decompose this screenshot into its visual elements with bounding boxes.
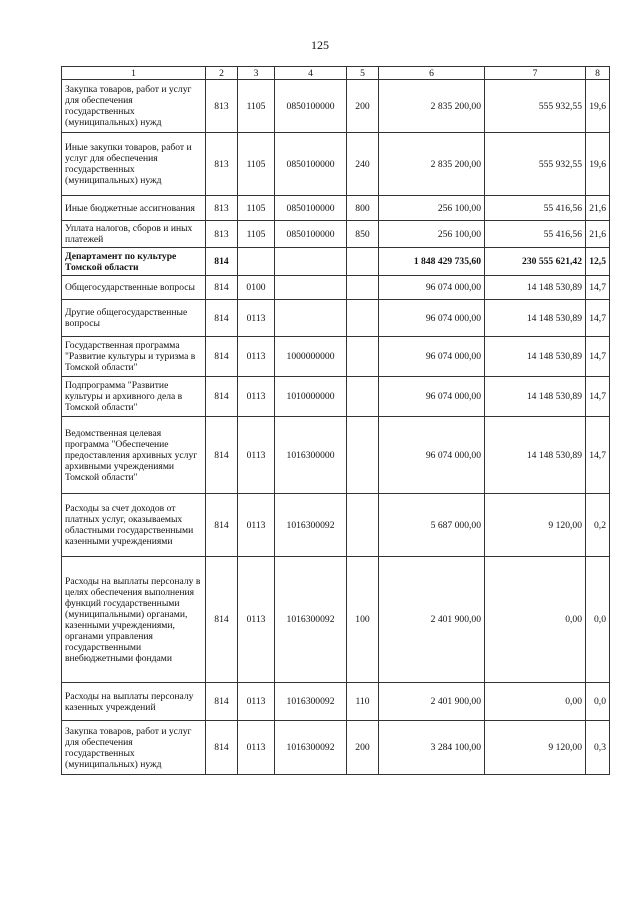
table-row — [62, 557, 610, 683]
header-col-7: 7 — [485, 67, 586, 80]
row-col-5-cell: 800 — [347, 196, 379, 221]
row-col-7-cell: 555 932,55 — [485, 133, 586, 196]
row-col-4-cell: 1016300092 — [275, 557, 347, 683]
row-col-8-cell: 19,6 — [586, 80, 610, 133]
row-col-8-cell: 21,6 — [586, 196, 610, 221]
row-col-6-cell: 1 848 429 735,60 — [379, 248, 485, 276]
row-col-2-cell: 813 — [206, 80, 238, 133]
row-col-8-cell: 14,7 — [586, 377, 610, 417]
row-col-6-cell: 2 835 200,00 — [379, 133, 485, 196]
row-col-6-cell: 2 835 200,00 — [379, 80, 485, 133]
table-row — [62, 337, 610, 377]
row-col-2-cell: 814 — [206, 337, 238, 377]
row-col-7-cell: 0,00 — [485, 557, 586, 683]
row-col-7-cell: 55 416,56 — [485, 221, 586, 248]
row-col-4-cell — [275, 276, 347, 300]
row-col-2-cell: 814 — [206, 377, 238, 417]
row-col-3-cell — [238, 248, 275, 276]
row-col-6-cell: 3 284 100,00 — [379, 721, 485, 775]
row-col-7-cell: 14 148 530,89 — [485, 337, 586, 377]
row-col-7-cell: 230 555 621,42 — [485, 248, 586, 276]
row-col-4-cell: 0850100000 — [275, 221, 347, 248]
row-col-7-cell: 555 932,55 — [485, 80, 586, 133]
row-col-3-cell: 0113 — [238, 557, 275, 683]
row-col-6-cell: 96 074 000,00 — [379, 300, 485, 337]
table-row — [62, 417, 610, 494]
row-col-2-cell: 814 — [206, 494, 238, 557]
row-col-2-cell: 814 — [206, 683, 238, 721]
row-col-4-cell: 1000000000 — [275, 337, 347, 377]
row-col-5-cell: 850 — [347, 221, 379, 248]
row-col-6-cell: 96 074 000,00 — [379, 377, 485, 417]
row-col-6-cell: 96 074 000,00 — [379, 276, 485, 300]
row-name-cell: Расходы за счет доходов от платных услуг, оказываемых областными государственными казенными учреждениями — [62, 494, 206, 557]
row-col-4-cell: 1016300092 — [275, 721, 347, 775]
row-col-6-cell: 2 401 900,00 — [379, 557, 485, 683]
row-col-8-cell: 19,6 — [586, 133, 610, 196]
row-col-5-cell — [347, 276, 379, 300]
row-col-4-cell — [275, 300, 347, 337]
row-col-2-cell: 813 — [206, 221, 238, 248]
row-col-5-cell: 200 — [347, 721, 379, 775]
row-col-8-cell: 0,0 — [586, 557, 610, 683]
row-name-cell: Государственная программа "Развитие культуры и туризма в Томской области" — [62, 337, 206, 377]
row-col-3-cell: 0113 — [238, 377, 275, 417]
header-col-2: 2 — [206, 67, 238, 80]
row-col-4-cell: 1016300000 — [275, 417, 347, 494]
row-col-3-cell: 0113 — [238, 337, 275, 377]
row-col-3-cell: 1105 — [238, 196, 275, 221]
row-col-2-cell: 814 — [206, 557, 238, 683]
row-col-3-cell: 0113 — [238, 300, 275, 337]
table-row — [62, 276, 610, 300]
row-col-4-cell: 0850100000 — [275, 133, 347, 196]
table-row — [62, 196, 610, 221]
row-col-7-cell: 14 148 530,89 — [485, 276, 586, 300]
row-col-5-cell — [347, 300, 379, 337]
row-col-5-cell: 240 — [347, 133, 379, 196]
header-row — [62, 67, 610, 80]
row-name-cell: Закупка товаров, работ и услуг для обеспечения государственных (муниципальных) нужд — [62, 80, 206, 133]
header-col-3: 3 — [238, 67, 275, 80]
table-row — [62, 221, 610, 248]
row-col-2-cell: 814 — [206, 248, 238, 276]
row-col-7-cell: 55 416,56 — [485, 196, 586, 221]
row-col-6-cell: 256 100,00 — [379, 196, 485, 221]
row-col-5-cell — [347, 337, 379, 377]
header-col-8: 8 — [586, 67, 610, 80]
header-col-1: 1 — [62, 67, 206, 80]
row-name-cell: Департамент по культуре Томской области — [62, 248, 206, 276]
table-row — [62, 300, 610, 337]
row-col-2-cell: 813 — [206, 196, 238, 221]
header-col-4: 4 — [275, 67, 347, 80]
row-col-3-cell: 0113 — [238, 417, 275, 494]
row-col-6-cell: 96 074 000,00 — [379, 417, 485, 494]
row-col-8-cell: 14,7 — [586, 276, 610, 300]
table-row — [62, 494, 610, 557]
budget-table — [61, 66, 610, 775]
row-col-2-cell: 814 — [206, 276, 238, 300]
table-row — [62, 377, 610, 417]
row-col-3-cell: 0113 — [238, 683, 275, 721]
row-name-cell: Иные бюджетные ассигнования — [62, 196, 206, 221]
table-body — [62, 80, 610, 775]
header-col-5: 5 — [347, 67, 379, 80]
row-name-cell: Уплата налогов, сборов и иных платежей — [62, 221, 206, 248]
row-col-3-cell: 0113 — [238, 721, 275, 775]
row-name-cell: Ведомственная целевая программа "Обеспечение предоставления архивных услуг архивными учреждениями Томской области" — [62, 417, 206, 494]
page-number: 125 — [311, 38, 329, 52]
row-col-8-cell: 14,7 — [586, 300, 610, 337]
row-name-cell: Подпрограмма "Развитие культуры и архивного дела в Томской области" — [62, 377, 206, 417]
row-col-4-cell: 0850100000 — [275, 80, 347, 133]
row-col-6-cell: 2 401 900,00 — [379, 683, 485, 721]
header-col-6: 6 — [379, 67, 485, 80]
row-col-5-cell — [347, 248, 379, 276]
row-col-3-cell: 1105 — [238, 221, 275, 248]
row-col-5-cell — [347, 494, 379, 557]
row-name-cell: Общегосударственные вопросы — [62, 276, 206, 300]
row-col-5-cell: 110 — [347, 683, 379, 721]
row-col-8-cell: 0,3 — [586, 721, 610, 775]
table-row — [62, 248, 610, 276]
row-name-cell: Другие общегосударственные вопросы — [62, 300, 206, 337]
row-col-2-cell: 813 — [206, 133, 238, 196]
row-col-7-cell: 9 120,00 — [485, 721, 586, 775]
row-col-8-cell: 14,7 — [586, 337, 610, 377]
row-col-3-cell: 0100 — [238, 276, 275, 300]
row-col-8-cell: 21,6 — [586, 221, 610, 248]
row-col-5-cell: 100 — [347, 557, 379, 683]
row-col-6-cell: 5 687 000,00 — [379, 494, 485, 557]
table-row — [62, 80, 610, 133]
row-col-7-cell: 9 120,00 — [485, 494, 586, 557]
row-col-8-cell: 0,0 — [586, 683, 610, 721]
table-row — [62, 133, 610, 196]
row-col-3-cell: 0113 — [238, 494, 275, 557]
row-col-5-cell — [347, 377, 379, 417]
row-col-4-cell: 1016300092 — [275, 494, 347, 557]
row-col-3-cell: 1105 — [238, 80, 275, 133]
row-name-cell: Расходы на выплаты персоналу казенных учреждений — [62, 683, 206, 721]
row-col-7-cell: 14 148 530,89 — [485, 377, 586, 417]
row-col-2-cell: 814 — [206, 300, 238, 337]
row-col-3-cell: 1105 — [238, 133, 275, 196]
row-col-6-cell: 96 074 000,00 — [379, 337, 485, 377]
row-name-cell: Закупка товаров, работ и услуг для обеспечения государственных (муниципальных) нужд — [62, 721, 206, 775]
row-col-6-cell: 256 100,00 — [379, 221, 485, 248]
table-row — [62, 721, 610, 775]
row-col-4-cell: 0850100000 — [275, 196, 347, 221]
row-col-7-cell: 14 148 530,89 — [485, 417, 586, 494]
row-col-4-cell: 1016300092 — [275, 683, 347, 721]
row-col-7-cell: 14 148 530,89 — [485, 300, 586, 337]
row-col-5-cell — [347, 417, 379, 494]
row-col-8-cell: 0,2 — [586, 494, 610, 557]
row-name-cell: Иные закупки товаров, работ и услуг для обеспечения государственных (муниципальных) нужд — [62, 133, 206, 196]
row-col-7-cell: 0,00 — [485, 683, 586, 721]
row-col-5-cell: 200 — [347, 80, 379, 133]
row-col-2-cell: 814 — [206, 417, 238, 494]
row-name-cell: Расходы на выплаты персоналу в целях обеспечения выполнения функций государственными (муниципальными) органами, казенными учреждениями, органами управления государственными внебюджетными фондами — [62, 557, 206, 683]
row-col-2-cell: 814 — [206, 721, 238, 775]
row-col-4-cell: 1010000000 — [275, 377, 347, 417]
row-col-8-cell: 12,5 — [586, 248, 610, 276]
table-row — [62, 683, 610, 721]
row-col-4-cell — [275, 248, 347, 276]
row-col-8-cell: 14,7 — [586, 417, 610, 494]
